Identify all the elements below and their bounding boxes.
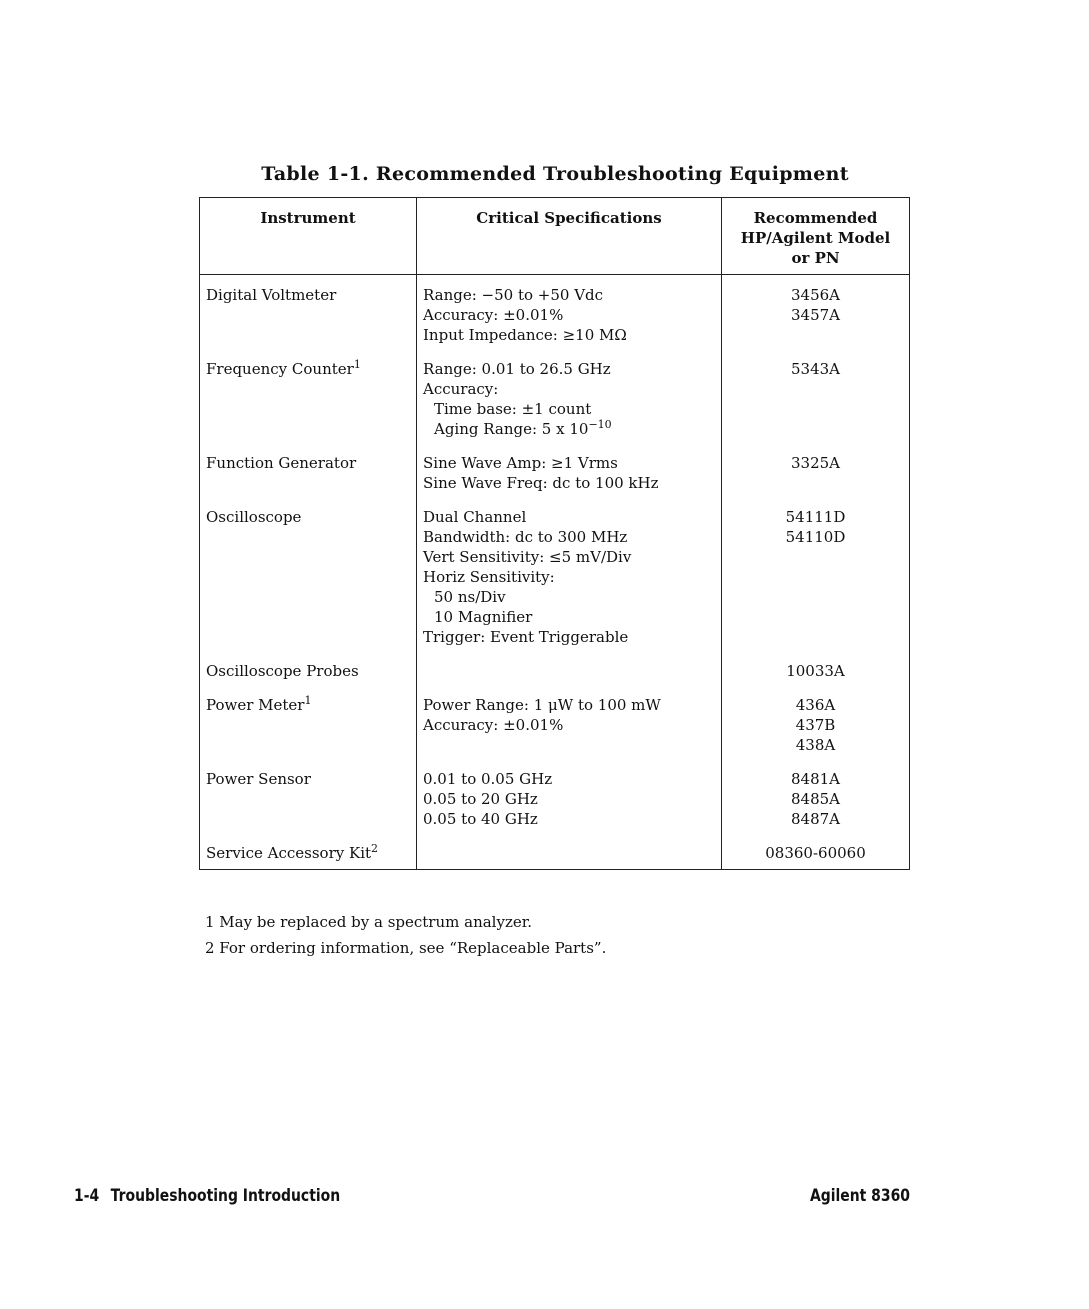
table-title: Table 1-1. Recommended Troubleshooting Equipment [261,163,849,185]
equipment-table [199,197,910,870]
model-number: 437B [795,716,836,734]
model-number: 3325A [790,454,840,472]
instrument-cell [200,275,417,346]
section-title: Troubleshooting Introduction [110,1186,341,1206]
model-cell [722,345,910,439]
table-header-row [200,198,910,275]
instrument-cell [200,439,417,493]
model-cell [722,493,910,647]
spec-line: Vert Sensitivity: ≤5 mV/Div [423,548,632,566]
model-number: 436A [795,696,836,714]
model-cell [722,755,910,829]
specs-cell [417,275,722,346]
instrument-name: Function Generator [206,454,357,472]
spec-line: Horiz Sensitivity: [423,568,555,586]
table-row [200,345,910,439]
instrument-cell [200,755,417,829]
spec-line: Range: 0.01 to 26.5 GHz [423,360,611,378]
product-name: Agilent 8360 [809,1186,910,1206]
spec-line: 50 ns/Div [434,588,506,606]
model-cell [722,829,910,870]
table-row [200,275,910,346]
footnote-ref: 1 [304,694,312,707]
instrument-name: Frequency Counter [206,360,354,378]
table-row [200,755,910,829]
spec-line: 0.05 to 20 GHz [423,790,538,808]
model-number: 54110D [785,528,846,546]
model-number: 5343A [790,360,840,378]
spec-line: Accuracy: [423,380,499,398]
page-number: 1-4 [74,1186,100,1206]
table-row [200,829,910,870]
spec-line: 0.05 to 40 GHz [423,810,538,828]
spec-line: Aging Range: 5 x 10 [434,420,589,438]
spec-line: Sine Wave Amp: ≥1 Vrms [423,454,618,472]
model-number: 10033A [786,662,845,680]
model-cell [722,681,910,755]
instrument-cell [200,647,417,681]
specs-cell [417,647,722,681]
spec-line: Time base: ±1 count [434,400,592,418]
specs-cell [417,755,722,829]
footnotes [205,909,606,961]
spec-line: Dual Channel [423,508,527,526]
header-instrument: Instrument [200,198,417,275]
header-critical-specifications: Critical Specifications [417,198,722,275]
instrument-cell [200,681,417,755]
spec-line-aging [423,419,715,439]
spec-line: Input Impedance: ≥10 MΩ [423,326,627,344]
model-number: 438A [795,736,836,754]
specs-cell [417,439,722,493]
spec-line: Bandwidth: dc to 300 MHz [423,528,628,546]
table-row [200,647,910,681]
specs-cell [417,829,722,870]
spec-line: Accuracy: ±0.01% [423,716,564,734]
model-number: 08360-60060 [765,844,866,862]
footnote-ref: 2 [371,842,379,855]
instrument-name: Digital Voltmeter [206,286,337,304]
spec-line: 10 Magnifier [434,608,533,626]
spec-line: Power Range: 1 μW to 100 mW [423,696,661,714]
spec-line: Sine Wave Freq: dc to 100 kHz [423,474,659,492]
instrument-name: Power Sensor [206,770,311,788]
spec-line: 0.01 to 0.05 GHz [423,770,553,788]
specs-cell [417,681,722,755]
header-recommended-model: Recommended HP/Agilent Model or PN [722,198,910,275]
model-number: 8481A [790,770,840,788]
table-row [200,493,910,647]
page-footer-left [74,1186,340,1206]
model-number: 3457A [790,306,840,324]
instrument-cell [200,493,417,647]
spec-line: Trigger: Event Triggerable [423,628,629,646]
instrument-name: Power Meter [206,696,305,714]
instrument-name: Service Accessory Kit [206,844,372,862]
footnote: 2 For ordering information, see “Replaceable Parts”. [205,939,607,957]
specs-cell [417,493,722,647]
footnote-ref: 1 [353,358,361,371]
spec-line: Accuracy: ±0.01% [423,306,564,324]
instrument-name: Oscilloscope Probes [206,662,359,680]
spec-line: Range: −50 to +50 Vdc [423,286,604,304]
model-cell [722,439,910,493]
instrument-cell [200,345,417,439]
instrument-name: Oscilloscope [206,508,302,526]
table-row [200,681,910,755]
footnote: 1 May be replaced by a spectrum analyzer. [205,913,533,931]
exponent: −10 [588,418,612,431]
model-cell [722,647,910,681]
model-number: 3456A [790,286,840,304]
model-number: 8487A [790,810,840,828]
model-number: 8485A [790,790,840,808]
model-number: 54111D [785,508,846,526]
model-cell [722,275,910,346]
instrument-cell [200,829,417,870]
specs-cell [417,345,722,439]
table-row [200,439,910,493]
